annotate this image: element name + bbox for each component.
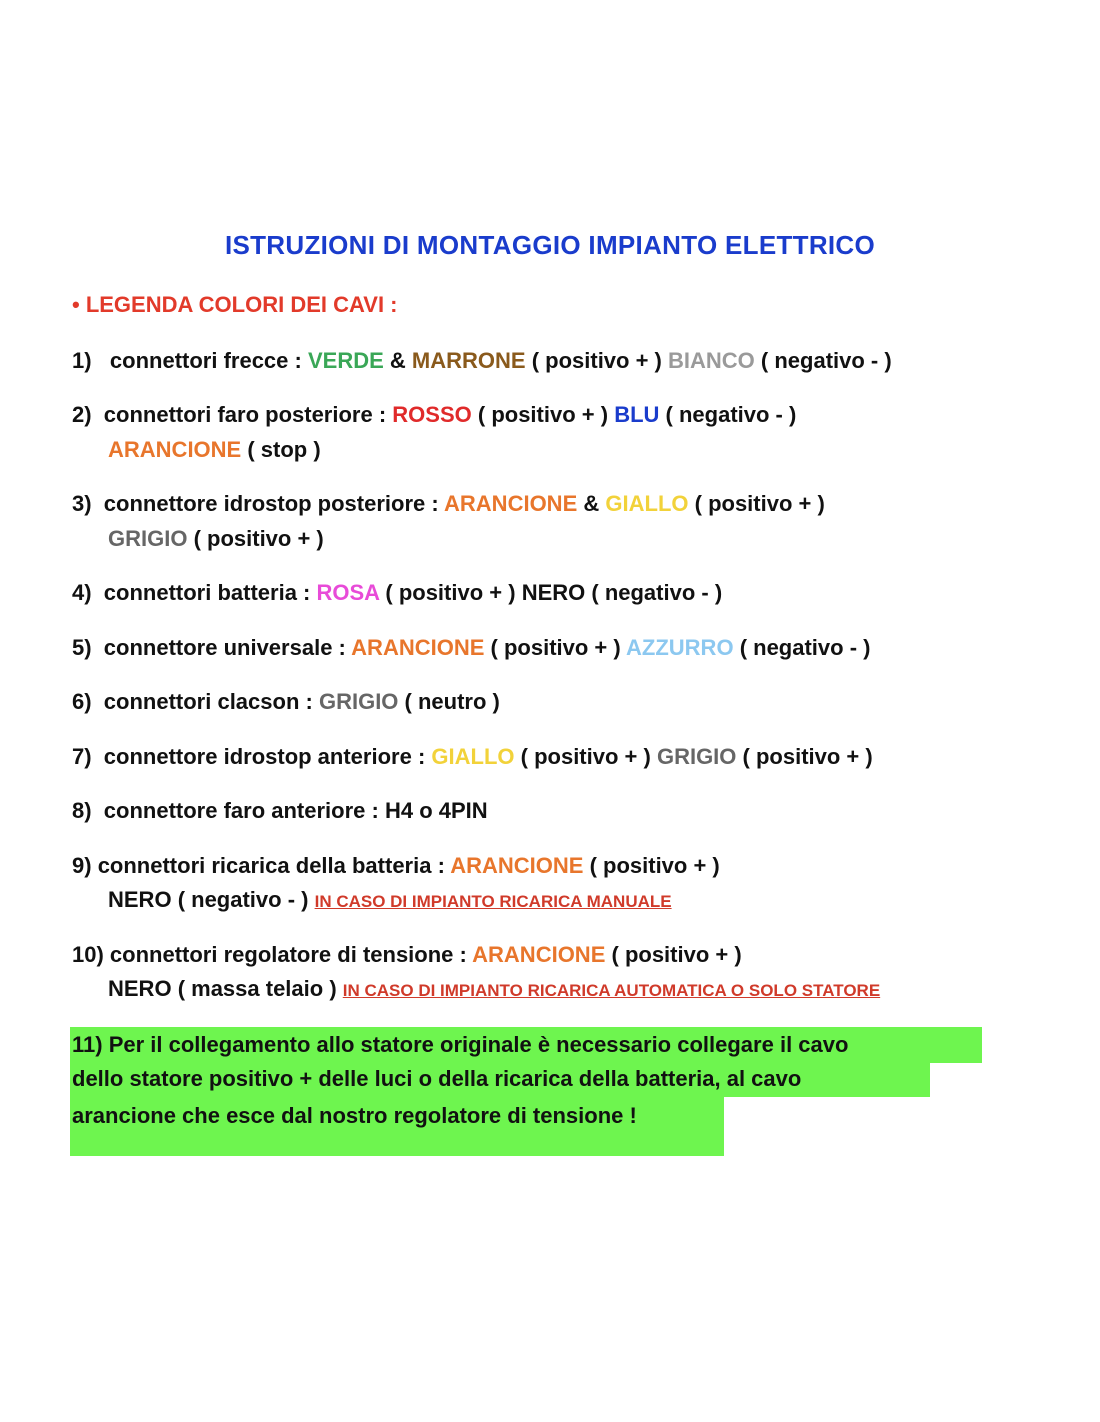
item-11-line-1: 11) Per il collegamento allo statore originale è necessario collegare il cavo — [72, 1032, 849, 1057]
color-nero: NERO — [108, 887, 172, 912]
color-arancione: ARANCIONE — [444, 491, 578, 516]
item-6 — [72, 689, 500, 715]
color-rosso: ROSSO — [392, 402, 472, 427]
polarity-text: ( positivo + ) — [742, 744, 873, 769]
item-number: 8) — [72, 798, 92, 823]
polarity-text: ( positivo + ) — [385, 580, 516, 605]
item-10-continued — [108, 976, 880, 1002]
polarity-text: ( neutro ) — [404, 689, 500, 714]
item-7 — [72, 744, 873, 770]
polarity-text: ( positivo + ) — [490, 635, 621, 660]
ampersand: & — [583, 491, 600, 516]
page-title: ISTRUZIONI DI MONTAGGIO IMPIANTO ELETTRICO — [224, 230, 876, 260]
item-label: connettori frecce : — [109, 348, 302, 373]
color-arancione: ARANCIONE — [351, 635, 485, 660]
color-arancione: ARANCIONE — [450, 853, 584, 878]
polarity-text: ( positivo + ) — [531, 348, 662, 373]
item-4 — [72, 580, 722, 606]
color-marrone: MARRONE — [411, 348, 526, 373]
item-label: connettori ricarica della batteria : — [97, 853, 445, 878]
polarity-text: ( stop ) — [247, 437, 321, 462]
ampersand: & — [389, 348, 406, 373]
polarity-text: ( positivo + ) — [477, 402, 609, 427]
item-number: 7) — [72, 744, 92, 769]
item-3-continued — [108, 526, 324, 552]
item-number: 6) — [72, 689, 92, 714]
item-8 — [72, 798, 488, 824]
item-9-continued — [108, 887, 672, 913]
item-9 — [72, 853, 720, 879]
item-label: connettore faro anteriore : H4 o 4PIN — [103, 798, 488, 823]
item-2 — [72, 402, 796, 428]
item-label: connettori regolatore di tensione : — [109, 942, 467, 967]
color-grigio: GRIGIO — [318, 689, 399, 714]
polarity-text: ( negativo - ) — [177, 887, 309, 912]
color-giallo: GIALLO — [431, 744, 515, 769]
polarity-text: ( positivo + ) — [694, 491, 825, 516]
polarity-text: ( positivo + ) — [589, 853, 720, 878]
polarity-text: ( positivo + ) — [520, 744, 651, 769]
legend-heading: • LEGENDA COLORI DEI CAVI : — [72, 292, 398, 317]
item-number: 4) — [72, 580, 92, 605]
color-nero: NERO — [521, 580, 586, 605]
item-5 — [72, 635, 870, 661]
color-arancione: ARANCIONE — [108, 437, 242, 462]
item-number: 9) — [72, 853, 92, 878]
item-number: 3) — [72, 491, 92, 516]
item-number: 2) — [72, 402, 92, 427]
polarity-text: ( massa telaio ) — [177, 976, 337, 1001]
item-label: connettore idrostop posteriore : — [103, 491, 439, 516]
color-blu: BLU — [614, 402, 660, 427]
item-1 — [72, 348, 892, 374]
polarity-text: ( positivo + ) — [193, 526, 324, 551]
item-number: 10) — [72, 942, 104, 967]
item-10 — [72, 942, 742, 968]
color-rosa: ROSA — [316, 580, 380, 605]
color-bianco: BIANCO — [668, 348, 755, 373]
polarity-text: ( negativo - ) — [760, 348, 892, 373]
automatic-charge-note: IN CASO DI IMPIANTO RICARICA AUTOMATICA O SOLO STATORE — [342, 981, 881, 1000]
polarity-text: ( negativo - ) — [665, 402, 797, 427]
polarity-text: ( negativo - ) — [591, 580, 723, 605]
item-number: 5) — [72, 635, 92, 660]
item-3 — [72, 491, 825, 517]
item-label: connettori faro posteriore : — [103, 402, 387, 427]
polarity-text: ( negativo - ) — [739, 635, 871, 660]
manual-charge-note: IN CASO DI IMPIANTO RICARICA MANUALE — [314, 892, 672, 911]
item-label: connettore universale : — [103, 635, 346, 660]
color-azzurro: AZZURRO — [626, 635, 734, 660]
polarity-text: ( positivo + ) — [611, 942, 742, 967]
item-label: connettori clacson : — [103, 689, 313, 714]
item-label: connettori batteria : — [103, 580, 311, 605]
color-grigio: GRIGIO — [656, 744, 737, 769]
item-11-line-2: dello statore positivo + delle luci o della ricarica della batteria, al cavo — [72, 1066, 802, 1091]
item-11-line-3: arancione che esce dal nostro regolatore di tensione ! — [72, 1103, 637, 1128]
item-number: 1) — [72, 348, 92, 373]
color-verde: VERDE — [307, 348, 384, 373]
color-arancione: ARANCIONE — [472, 942, 606, 967]
item-2-continued — [108, 437, 321, 463]
color-giallo: GIALLO — [605, 491, 689, 516]
color-grigio: GRIGIO — [108, 526, 188, 551]
item-label: connettore idrostop anteriore : — [103, 744, 426, 769]
color-nero: NERO — [108, 976, 172, 1001]
